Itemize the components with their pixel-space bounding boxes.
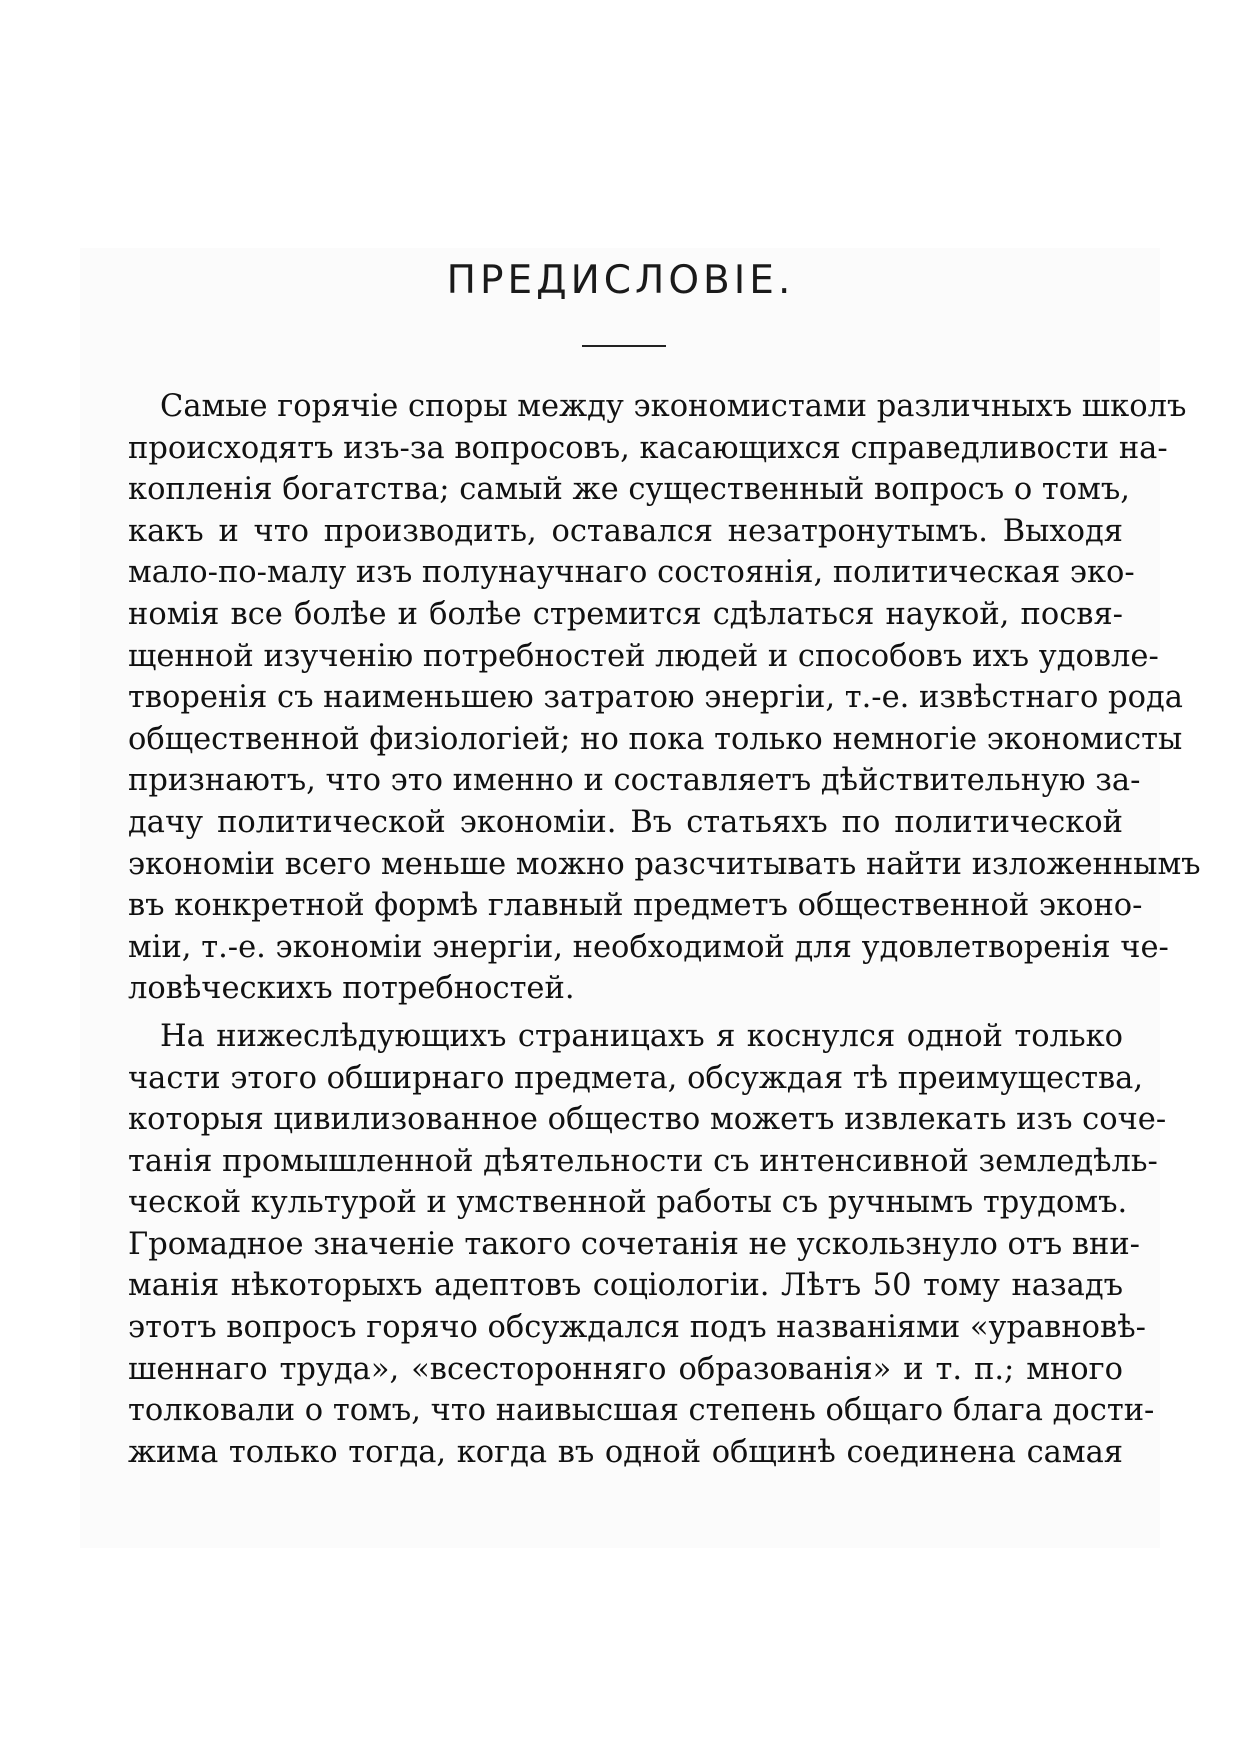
- text-line: номiя все болѣе и болѣе стремится сдѣлаться наукой, посвя-: [128, 596, 1123, 632]
- text-line: экономiи всего меньше можно разсчитывать найти изложеннымъ: [128, 846, 1201, 882]
- text-line: На нижеслѣдующихъ страницахъ я коснулся одной только: [160, 1018, 1123, 1054]
- text-line: творенiя съ наименьшею затратою энергiи, т.-е. извѣстнаго рода: [128, 680, 1183, 716]
- paragraph-1: [128, 386, 1201, 1010]
- text-line: шеннаго труда», «всесторонняго образованiя» и т. п.; много: [128, 1351, 1123, 1387]
- text-line: манiя нѣкоторыхъ адептовъ соцiологiи. Лѣтъ 50 тому назадъ: [128, 1268, 1123, 1304]
- body-text: [128, 386, 1201, 1473]
- text-line: въ конкретной формѣ главный предметъ общественной эконо-: [128, 888, 1143, 924]
- text-line: ческой культурой и умственной работы съ ручнымъ трудомъ.: [128, 1185, 1128, 1221]
- text-line: какъ и что производить, оставался незатронутымъ. Выходя: [128, 513, 1123, 549]
- text-line: Громадное значенiе такого сочетанiя не ускользнуло отъ вни-: [128, 1226, 1140, 1262]
- page-title: ПРЕДИСЛОВIЕ.: [446, 258, 795, 303]
- text-line: ловѣческихъ потребностей.: [128, 971, 575, 1007]
- paragraph-2: [128, 1016, 1167, 1474]
- text-line: толковали о томъ, что наивысшая степень общаго блага дости-: [128, 1393, 1155, 1429]
- text-line: признаютъ, что это именно и составляетъ дѣйствительную за-: [128, 763, 1141, 799]
- text-line: общественной физiологiей; но пока только немногiе экономисты: [128, 721, 1183, 757]
- text-line: мало-по-малу изъ полунаучнаго состоянiя, политическая эко-: [128, 555, 1135, 591]
- text-line: Самые горячiе споры между экономистами различныхъ школъ: [160, 389, 1187, 424]
- text-line: происходятъ изъ-за вопросовъ, касающихся справедливости на-: [128, 430, 1168, 466]
- text-line: мiи, т.-е. экономiи энергiи, необходимой для удовлетворенiя че-: [128, 929, 1169, 965]
- text-line: копленiя богатства; самый же существенный вопросъ о томъ,: [128, 472, 1130, 508]
- text-line: части этого обширнаго предмета, обсуждая тѣ преимущества,: [128, 1060, 1144, 1096]
- text-line: которыя цивилизованное общество можетъ извлекать изъ соче-: [128, 1102, 1167, 1138]
- text-line: дачу политической экономiи. Въ статьяхъ по политической: [128, 804, 1123, 840]
- text-line: жима только тогда, когда въ одной общинѣ соединена самая: [128, 1434, 1123, 1470]
- title-divider: [582, 345, 666, 347]
- text-line: этотъ вопросъ горячо обсуждался подъ названiями «уравновѣ-: [128, 1310, 1146, 1346]
- text-line: щенной изученiю потребностей людей и способовъ ихъ удовле-: [128, 638, 1159, 674]
- text-line: танiя промышленной дѣятельности съ интенсивной земледѣль-: [128, 1143, 1158, 1179]
